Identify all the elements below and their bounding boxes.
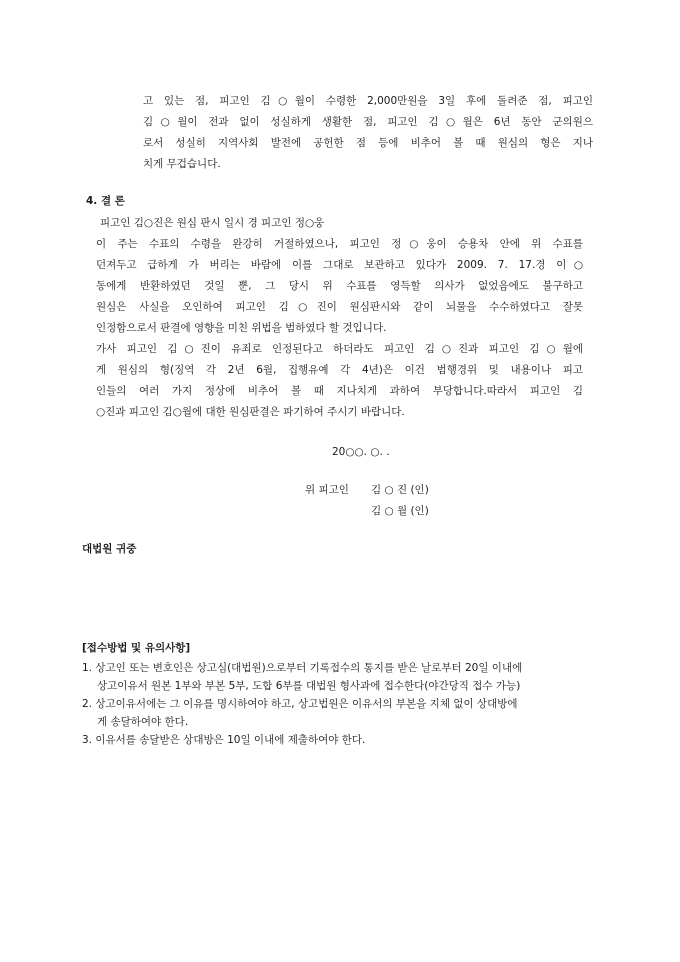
- conclusion-line: 원심은 사실을 오인하여 피고인 김○진이 원심판시와 같이 뇌물을 수수하였다고 잘못: [96, 301, 583, 313]
- signature-line-2: 김 ○ 월 (인): [371, 505, 429, 517]
- intro-line: 고 있는 점, 피고인 김○월이 수령한 2,000만원을 3일 후에 돌려준 점, 피고인: [143, 95, 593, 107]
- conclusion-line: 이 주는 수표의 수령을 완강히 거절하였으나, 피고인 정○웅이 승용차 안에 위 수표를: [96, 238, 583, 250]
- conclusion-line: 피고인 김○진은 원심 판시 일시 경 피고인 정○웅: [100, 217, 325, 229]
- conclusion-line: 게 원심의 형(징역 각 2년 6월, 집행유예 각 4년)은 이건 범행경위 및 내용이나 피고: [96, 364, 583, 376]
- conclusion-line: 동에게 반환하였던 것일 뿐, 그 당시 위 수표를 영득할 의사가 없었음에도 불구하고: [96, 280, 583, 292]
- notes-item-1: 1. 상고인 또는 변호인은 상고심(대법원)으로부터 기록접수의 통지를 받은 날로부터 20일 이내에: [82, 662, 523, 674]
- notes-heading: [접수방법 및 유의사항]: [82, 642, 191, 654]
- conclusion-line: 인정함으로서 판결에 영향을 미친 위법을 범하였다 할 것입니다.: [96, 322, 387, 334]
- conclusion-line: 던져두고 급하게 가 버리는 바람에 이를 그대로 보관하고 있다가 2009. 7. 17.경 이○: [96, 259, 583, 271]
- conclusion-heading: 4. 결 론: [86, 195, 125, 207]
- notes-item-1-continued: 상고이유서 원본 1부와 부본 5부, 도합 6부를 대법원 형사과에 접수한다(야간당직 접수 가능): [97, 680, 521, 692]
- addressee: 대법원 귀중: [82, 543, 137, 555]
- signature-line-1: 김 ○ 진 (인): [371, 484, 429, 496]
- notes-item-2: 2. 상고이유서에는 그 이유를 명시하여야 하고, 상고법원은 이유서의 부본을 지체 없이 상대방에: [82, 698, 518, 710]
- intro-line: 김○월이 전과 없이 성실하게 생활한 점, 피고인 김○월은 6년 동안 군의원으: [143, 116, 593, 128]
- document-date: 20○○. ○. .: [332, 446, 390, 458]
- conclusion-line: 인들의 여러 가지 정상에 비추어 볼 때 지나치게 과하여 부당합니다.따라서 피고인 김: [96, 385, 583, 397]
- notes-item-2-continued: 게 송달하여야 한다.: [97, 716, 189, 728]
- notes-item-3: 3. 이유서를 송달받은 상대방은 10일 이내에 제출하여야 한다.: [82, 734, 366, 746]
- intro-line: 로서 성실히 지역사회 발전에 공헌한 점 등에 비추어 볼 때 원심의 형은 지나: [143, 137, 593, 149]
- conclusion-line: ○진과 피고인 김○월에 대한 원심판결은 파기하여 주시기 바랍니다.: [96, 406, 405, 418]
- signature-prefix: 위 피고인: [305, 484, 349, 496]
- conclusion-line: 가사 피고인 김○진이 유죄로 인정된다고 하더라도 피고인 김○진과 피고인 김○월에: [96, 343, 583, 355]
- intro-line: 치게 무겁습니다.: [143, 158, 221, 170]
